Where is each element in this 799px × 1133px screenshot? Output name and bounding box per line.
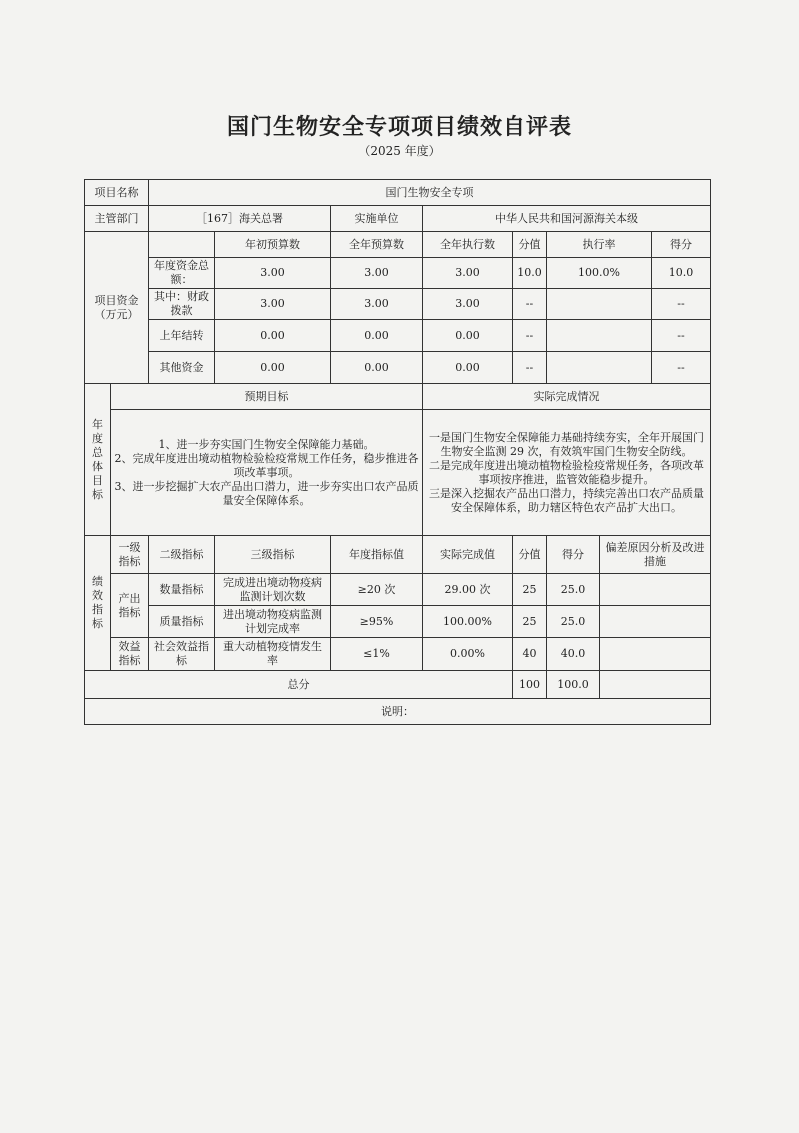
goals-expected [111, 410, 423, 536]
dept-value: ［167］海关总署 [149, 206, 331, 232]
funds-executed: 0.00 [423, 320, 513, 352]
funds-annual: 3.00 [331, 289, 423, 320]
page-title: 国门生物安全专项项目绩效自评表 [226, 115, 572, 140]
funds-row-label: 其他资金 [149, 352, 215, 384]
perf-actual: 0.00% [423, 638, 513, 671]
funds-score-value: -- [513, 352, 547, 384]
funds-row-label: 上年结转 [149, 320, 215, 352]
perf-header-score: 得分 [547, 536, 600, 574]
perf-level2: 社会效益指标 [149, 638, 215, 671]
funds-rate [547, 352, 652, 384]
funds-score: -- [652, 352, 711, 384]
goals-actual [423, 410, 711, 536]
perf-level1: 效益指标 [111, 638, 149, 671]
funds-score: -- [652, 320, 711, 352]
perf-header-reason: 偏差原因分析及改进措施 [600, 536, 711, 574]
funds-header-initial: 年初预算数 [215, 232, 331, 258]
project-name-label: 项目名称 [85, 180, 149, 206]
perf-level1: 产出指标 [111, 574, 149, 638]
funds-initial: 3.00 [215, 289, 331, 320]
perf-score: 40.0 [547, 638, 600, 671]
funds-header-blank [149, 232, 215, 258]
funds-score: -- [652, 289, 711, 320]
funds-executed: 3.00 [423, 258, 513, 289]
funds-header-executed: 全年执行数 [423, 232, 513, 258]
perf-value: 40 [513, 638, 547, 671]
perf-value: 25 [513, 574, 547, 606]
funds-initial: 0.00 [215, 320, 331, 352]
funds-score-value: -- [513, 289, 547, 320]
funds-header-annual: 全年预算数 [331, 232, 423, 258]
perf-level3: 完成进出境动物疫病监测计划次数 [215, 574, 331, 606]
perf-level3: 进出境动物疫病监测计划完成率 [215, 606, 331, 638]
funds-initial: 0.00 [215, 352, 331, 384]
perf-target: ≥95% [331, 606, 423, 638]
funds-annual: 0.00 [331, 320, 423, 352]
funds-score-value: 10.0 [513, 258, 547, 289]
unit-value: 中华人民共和国河源海关本级 [423, 206, 711, 232]
total-score: 100.0 [547, 671, 600, 699]
page-subtitle: （2025 年度） [358, 144, 441, 158]
perf-header-target: 年度指标值 [331, 536, 423, 574]
perf-header-level1: 一级指标 [111, 536, 149, 574]
funds-annual: 0.00 [331, 352, 423, 384]
perf-score: 25.0 [547, 574, 600, 606]
perf-header-level2: 二级指标 [149, 536, 215, 574]
funds-header-score-value: 分值 [513, 232, 547, 258]
goals-label: 年度总体目标 [85, 384, 111, 536]
note-label: 说明： [85, 699, 711, 725]
goals-expected-header: 预期目标 [111, 384, 423, 410]
perf-reason [600, 638, 711, 671]
funds-header-score: 得分 [652, 232, 711, 258]
perf-target: ≥20 次 [331, 574, 423, 606]
total-value: 100 [513, 671, 547, 699]
actual-goal-item: 二是完成年度进出境动植物检验检疫常规任务，各项改革事项按序推进，监管效能稳步提升。 [429, 458, 704, 486]
perf-header-level3: 三级指标 [215, 536, 331, 574]
funds-executed: 3.00 [423, 289, 513, 320]
funds-annual: 3.00 [331, 258, 423, 289]
funds-rate: 100.0% [547, 258, 652, 289]
unit-label: 实施单位 [331, 206, 423, 232]
perf-reason [600, 606, 711, 638]
perf-level3: 重大动植物疫情发生率 [215, 638, 331, 671]
perf-score: 25.0 [547, 606, 600, 638]
funds-row-label: 其中：财政拨款 [149, 289, 215, 320]
funds-rate [547, 289, 652, 320]
perf-target: ≤1% [331, 638, 423, 671]
expected-goal-item: 3、进一步挖掘扩大农产品出口潜力，进一步夯实出口农产品质量安全保障体系。 [114, 479, 419, 507]
performance-label: 绩效指标 [85, 536, 111, 671]
dept-label: 主管部门 [85, 206, 149, 232]
perf-actual: 29.00 次 [423, 574, 513, 606]
project-name-value: 国门生物安全专项 [149, 180, 711, 206]
perf-actual: 100.00% [423, 606, 513, 638]
funds-initial: 3.00 [215, 258, 331, 289]
expected-goal-item: 1、进一步夯实国门生物安全保障能力基础。 [158, 437, 375, 451]
funds-label: 项目资金（万元） [85, 232, 149, 384]
funds-header-rate: 执行率 [547, 232, 652, 258]
funds-score-value: -- [513, 320, 547, 352]
funds-executed: 0.00 [423, 352, 513, 384]
total-reason [600, 671, 711, 699]
evaluation-table [84, 179, 711, 725]
funds-row-label: 年度资金总额： [149, 258, 215, 289]
perf-header-value: 分值 [513, 536, 547, 574]
perf-level2: 数量指标 [149, 574, 215, 606]
perf-header-actual: 实际完成值 [423, 536, 513, 574]
perf-level2: 质量指标 [149, 606, 215, 638]
perf-reason [600, 574, 711, 606]
total-label: 总分 [85, 671, 513, 699]
actual-goal-item: 三是深入挖掘农产品出口潜力，持续完善出口农产品质量安全保障体系，助力辖区特色农产品扩大出口。 [429, 486, 704, 514]
goals-actual-header: 实际完成情况 [423, 384, 711, 410]
expected-goal-item: 2、完成年度进出境动植物检验检疫常规工作任务，稳步推进各项改革事项。 [114, 451, 419, 479]
perf-value: 25 [513, 606, 547, 638]
actual-goal-item: 一是国门生物安全保障能力基础持续夯实，全年开展国门生物安全监测 29 次，有效筑牢国门生物安全防线。 [429, 430, 704, 458]
funds-rate [547, 320, 652, 352]
funds-score: 10.0 [652, 258, 711, 289]
